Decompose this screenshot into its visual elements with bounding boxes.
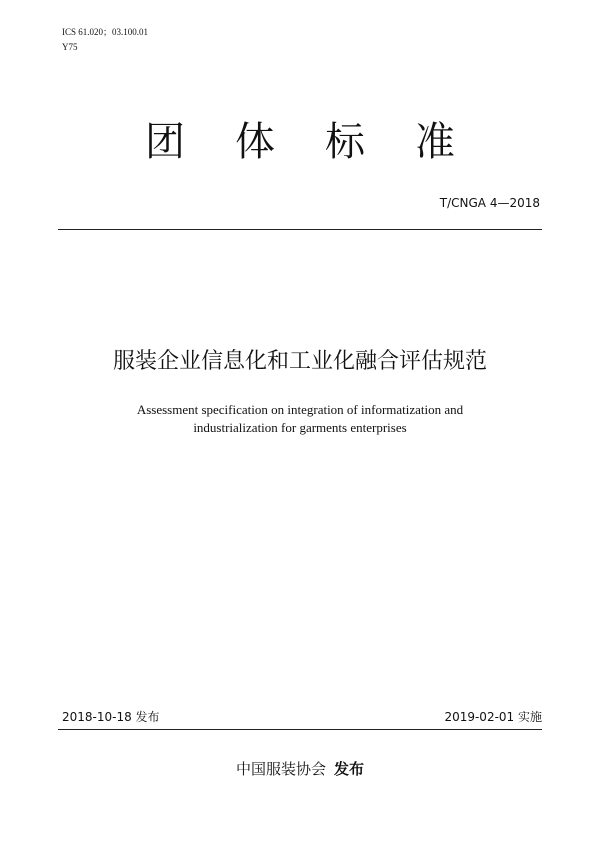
standard-number: T/CNGA 4—2018	[439, 196, 540, 210]
issuer-organization: 中国服装协会	[235, 760, 326, 778]
title-chinese: 服装企业信息化和工业化融合评估规范	[112, 349, 487, 374]
issuer-action: 发布	[334, 760, 365, 778]
bottom-divider	[58, 729, 542, 730]
issuer-line	[0, 759, 600, 779]
ccs-code: Y75	[62, 42, 78, 52]
implementation-date: 2019-02-01 实施	[444, 710, 542, 724]
top-divider	[58, 229, 542, 230]
title-english-line-1: Assessment specification on integration of informatization and	[136, 402, 464, 417]
release-date: 2018-10-18 发布	[62, 710, 160, 724]
title-english	[0, 401, 600, 437]
title-english-line-2: industrialization for garments enterprises	[193, 420, 407, 435]
standard-type-heading: 团体标准	[145, 119, 505, 165]
ics-code: ICS 61.020；03.100.01	[62, 27, 149, 37]
